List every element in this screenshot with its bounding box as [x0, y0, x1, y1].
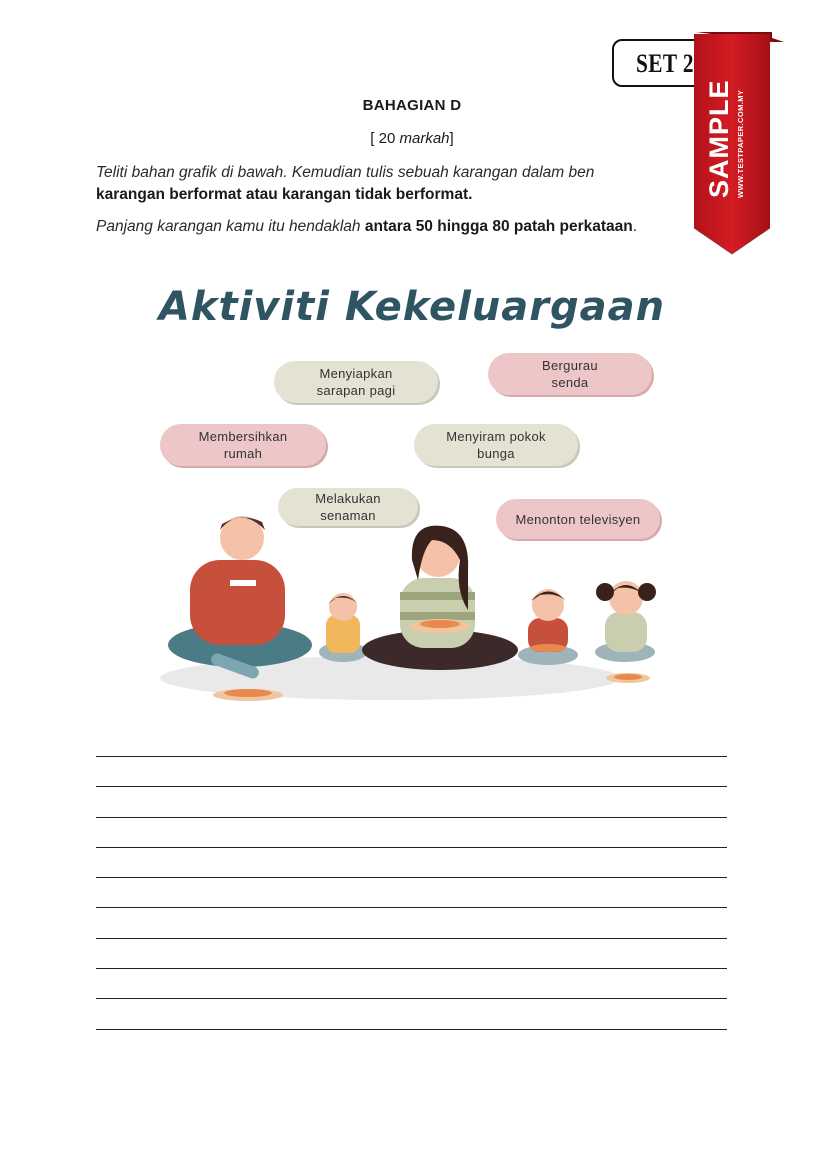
girl-figure [595, 581, 656, 683]
mother-figure [362, 526, 518, 670]
instruction-1-bold: karangan berformat atau karangan tidak berformat. [96, 186, 473, 203]
graphic-title: Aktiviti Kekeluargaan [158, 284, 666, 330]
ribbon-graphic [688, 28, 788, 268]
activity-bubble-label: Membersihkan rumah [198, 429, 288, 461]
activity-bubble-label: Bergurau senda [542, 358, 598, 390]
ribbon-url-text: WWW.TESTPAPER.COM.MY [736, 89, 745, 198]
answer-line [96, 998, 727, 999]
section-title: BAHAGIAN D [362, 97, 462, 114]
family-illustration [150, 500, 690, 710]
answer-lines [96, 756, 727, 1059]
instruction-2-bold: antara 50 hingga 80 patah perkataan [364, 218, 633, 235]
activity-bubble [160, 424, 326, 466]
answer-line [96, 786, 727, 787]
instruction-2-end: . [632, 218, 638, 235]
instruction-paragraph-2 [96, 216, 656, 238]
marks-prefix: [ 20 [370, 130, 400, 147]
answer-line [96, 817, 727, 818]
activity-bubble-label: Menonton televisyen [515, 511, 641, 527]
answer-line [96, 847, 727, 848]
instruction-1-text: Teliti bahan grafik di bawah. Kemudian tulis sebuah karangan dalam ben [96, 164, 595, 181]
marks-label [0, 130, 824, 147]
activity-bubble [274, 361, 438, 403]
answer-line [96, 968, 727, 969]
marks-suffix: ] [449, 130, 454, 147]
father-figure [168, 516, 312, 680]
activity-bubble [414, 424, 578, 466]
answer-line [96, 877, 727, 878]
answer-line [96, 1029, 727, 1030]
sample-ribbon [688, 28, 788, 268]
activity-bubble-label: Menyiapkan sarapan pagi [316, 366, 396, 398]
activity-bubble [488, 353, 652, 395]
answer-line [96, 938, 727, 939]
activity-bubble-label: Menyiram pokok bunga [446, 429, 546, 461]
set-label: SET 2 [636, 49, 694, 78]
boy-figure [518, 589, 578, 665]
instruction-2-text: Panjang karangan kamu itu hendaklah [96, 218, 365, 235]
ribbon-sample-text: SAMPLE [704, 79, 734, 198]
activity-bubble-label: Melakukan senaman [315, 491, 381, 523]
answer-line [96, 907, 727, 908]
answer-line [96, 756, 727, 757]
marks-word: markah [399, 130, 450, 147]
instruction-paragraph-1 [96, 162, 696, 206]
small-child-figure [319, 593, 367, 662]
